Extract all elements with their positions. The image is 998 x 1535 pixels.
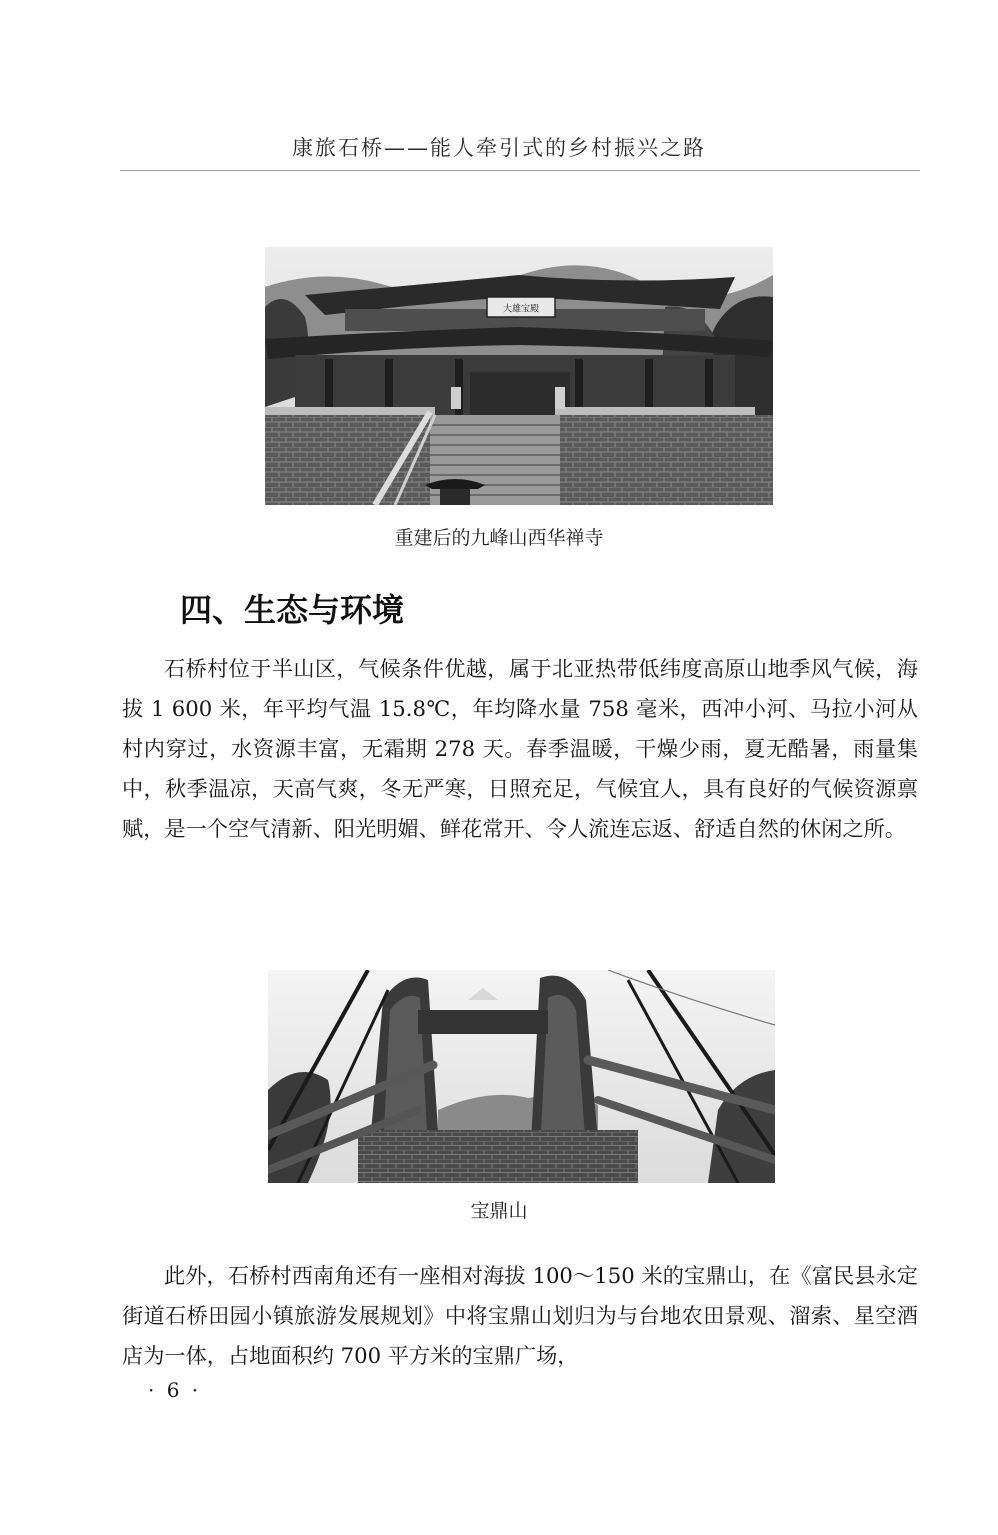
baoding-paragraph: 此外，石桥村西南角还有一座相对海拔 100～150 米的宝鼎山，在《富民县永定街道石桥田园小镇旅游发展规划》中将宝鼎山划归为与台地农田景观、溜索、星空酒店为一体，占地面积约 700 平方米的宝鼎广场，: [122, 1263, 918, 1368]
temple-plaque-text: 大雄宝殿: [502, 304, 540, 315]
temple-photo: [265, 247, 773, 505]
baoding-mountain-photo: [268, 970, 775, 1183]
page-number: · 6 ·: [148, 1378, 202, 1402]
running-head: 康旅石桥——能人牵引式的乡村振兴之路: [292, 136, 706, 160]
header-rule: [120, 170, 920, 171]
ecology-paragraph: 石桥村位于半山区，气候条件优越，属于北亚热带低纬度高原山地季风气候，海拔 1 600 米，年平均气温 15.8℃，年均降水量 758 毫米，西冲小河、马拉小河从村内穿过，水资源丰富，无霜期 278 天。春季温暖，干燥少雨，夏无酷暑，雨量集中，秋季温凉，天高气爽，冬无严寒，日照充足，气候宜人，具有良好的气候资源禀赋，是一个空气清新、阳光明媚、鲜花常开、令人流连忘返、舒适自然的休闲之所。: [122, 656, 918, 841]
baoding-mountain-photo-caption: 宝鼎山: [470, 1200, 528, 1222]
temple-photo-caption: 重建后的九峰山西华禅寺: [394, 527, 604, 549]
section-heading: 四、生态与环境: [180, 591, 405, 629]
